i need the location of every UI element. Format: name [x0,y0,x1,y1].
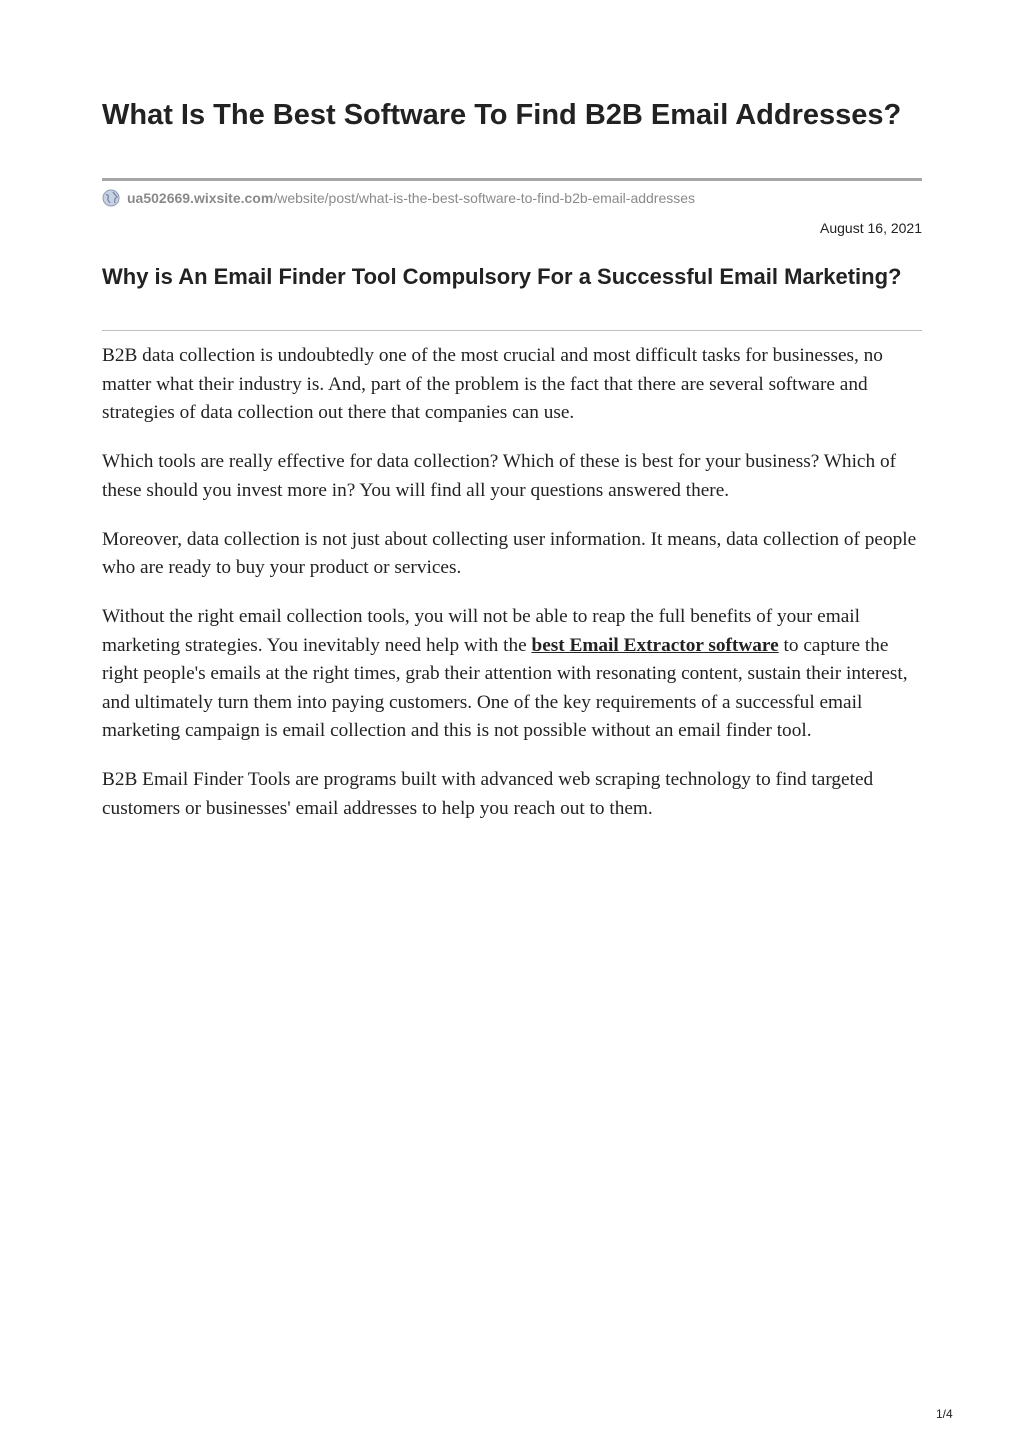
publish-date: August 16, 2021 [820,220,922,236]
page-title: What Is The Best Software To Find B2B Email Addresses? [102,99,902,131]
source-line [102,187,695,209]
paragraph-1: B2B data collection is undoubtedly one of the most crucial and most difficult tasks for businesses, no matter what their industry is. And, part of the problem is the fact that there are several software and strategies of data collection out there that companies can use. [102,345,883,423]
paragraph-3: Moreover, data collection is not just about collecting user information. It means, data collection of people who are ready to buy your product or services. [102,528,917,578]
paragraph-4-text-after: to capture the right people's emails at the right times, grab their attention with resonating content, sustain their interest, and ultimately turn them into paying customers. One of the key requirements of a successful email marketing campaign is email collection and this is not possible without an email finder tool. [102,634,908,741]
page-number: 1/4 [936,1407,953,1421]
title-divider [102,178,922,181]
article-body [102,342,924,844]
paragraph-5: B2B Email Finder Tools are programs built with advanced web scraping technology to find targeted customers or businesses' email addresses to help you reach out to them. [102,769,874,819]
paragraph-4-text-before: Without the right email collection tools, you will not be able to reap the full benefits of your email marketing strategies. You inevitably need help with the [102,606,860,656]
paragraph-2: Which tools are really effective for data collection? Which of these is best for your business? Which of these should you invest more in? You will find all your questions answered there. [102,451,897,501]
section-heading: Why is An Email Finder Tool Compulsory For a Successful Email Marketing? [102,264,902,289]
source-domain[interactable]: ua502669.wixsite.com [127,190,274,206]
paragraph-4 [102,603,924,746]
source-path[interactable]: /website/post/what-is-the-best-software-to-find-b2b-email-addresses [273,190,696,206]
email-extractor-link[interactable]: best Email Extractor software [531,634,779,656]
globe-icon [102,189,120,207]
section-divider [102,330,922,331]
